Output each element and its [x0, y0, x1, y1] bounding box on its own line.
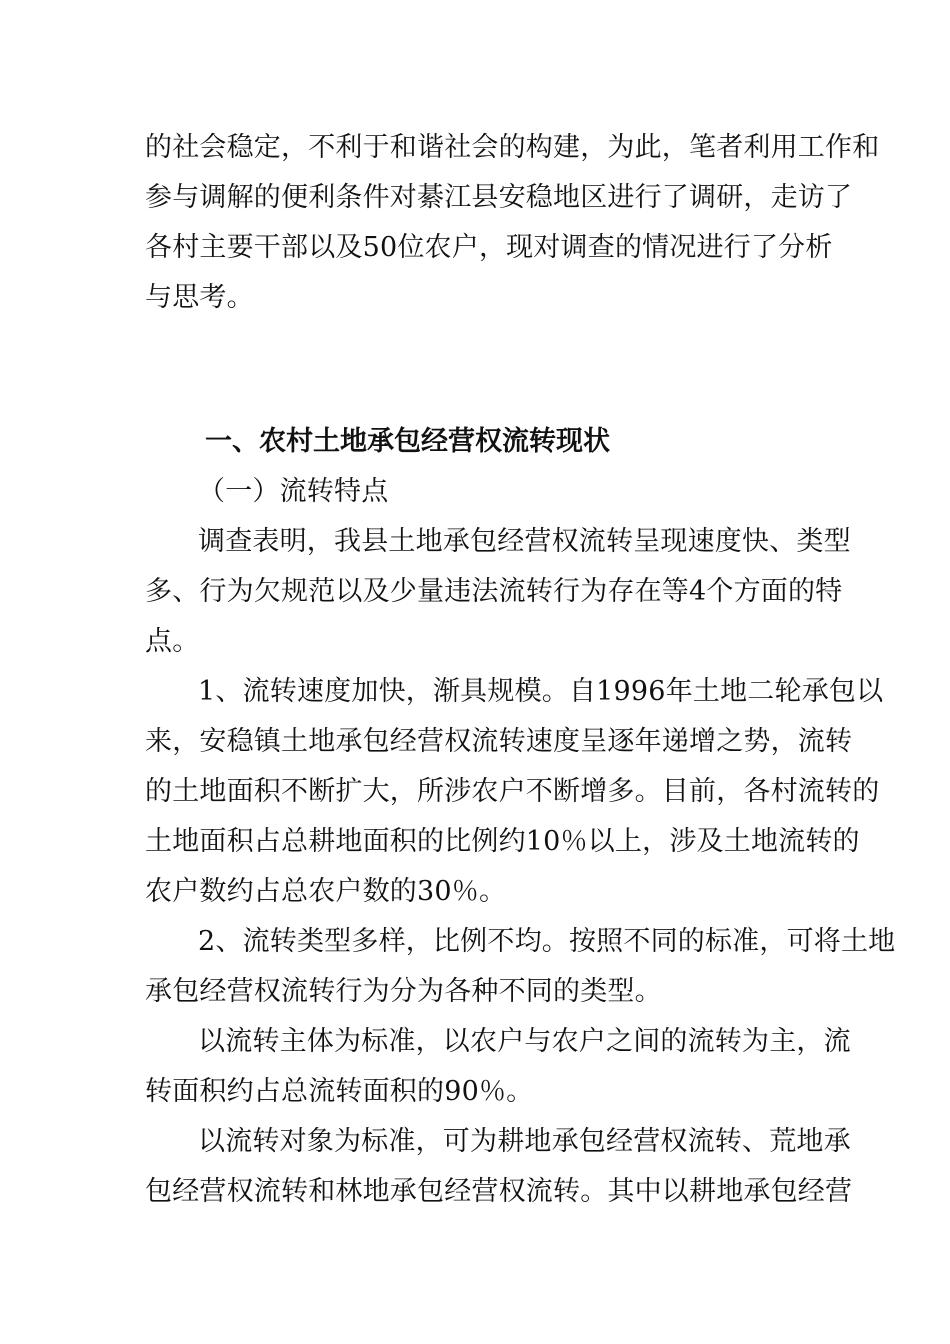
paragraph-line: 多、行为欠规范以及少量违法流转行为存在等4个方面的特	[145, 576, 843, 607]
paragraph-line: 转面积约占总流转面积的90％。	[145, 1076, 534, 1107]
paragraph-line: 点。	[145, 626, 200, 657]
paragraph-line: 以流转对象为标准，可为耕地承包经营权流转、荒地承	[198, 1126, 851, 1157]
section-heading: 一、农村土地承包经营权流转现状	[205, 426, 610, 457]
text-line: 的社会稳定，不利于和谐社会的构建，为此，笔者利用工作和	[145, 132, 880, 163]
paragraph-line: 2、流转类型多样，比例不均。按照不同的标准，可将土地	[198, 926, 896, 957]
paragraph-line: 1、流转速度加快，渐具规模。自1996年土地二轮承包以	[198, 676, 884, 707]
paragraph-line: 来，安稳镇土地承包经营权流转速度呈逐年递增之势，流转	[145, 726, 853, 757]
paragraph-line: 以流转主体为标准，以农户与农户之间的流转为主，流	[198, 1026, 851, 1057]
text-line: 各村主要干部以及50位农户，现对调查的情况进行了分析	[145, 232, 833, 263]
paragraph-line: 调查表明，我县土地承包经营权流转呈现速度快、类型	[198, 526, 851, 557]
paragraph-line: 包经营权流转和林地承包经营权流转。其中以耕地承包经营	[145, 1176, 853, 1207]
text-line: 与思考。	[145, 282, 254, 313]
text-line: 参与调解的便利条件对綦江县安稳地区进行了调研，走访了	[145, 182, 853, 213]
paragraph-line: 土地面积占总耕地面积的比例约10％以上，涉及土地流转的	[145, 826, 860, 857]
paragraph-line: 承包经营权流转行为分为各种不同的类型。	[145, 976, 662, 1007]
paragraph-line: 的土地面积不断扩大，所涉农户不断增多。目前，各村流转的	[145, 776, 880, 807]
paragraph-line: 农户数约占总农户数的30％。	[145, 876, 507, 907]
subheading: （一）流转特点	[198, 476, 389, 507]
